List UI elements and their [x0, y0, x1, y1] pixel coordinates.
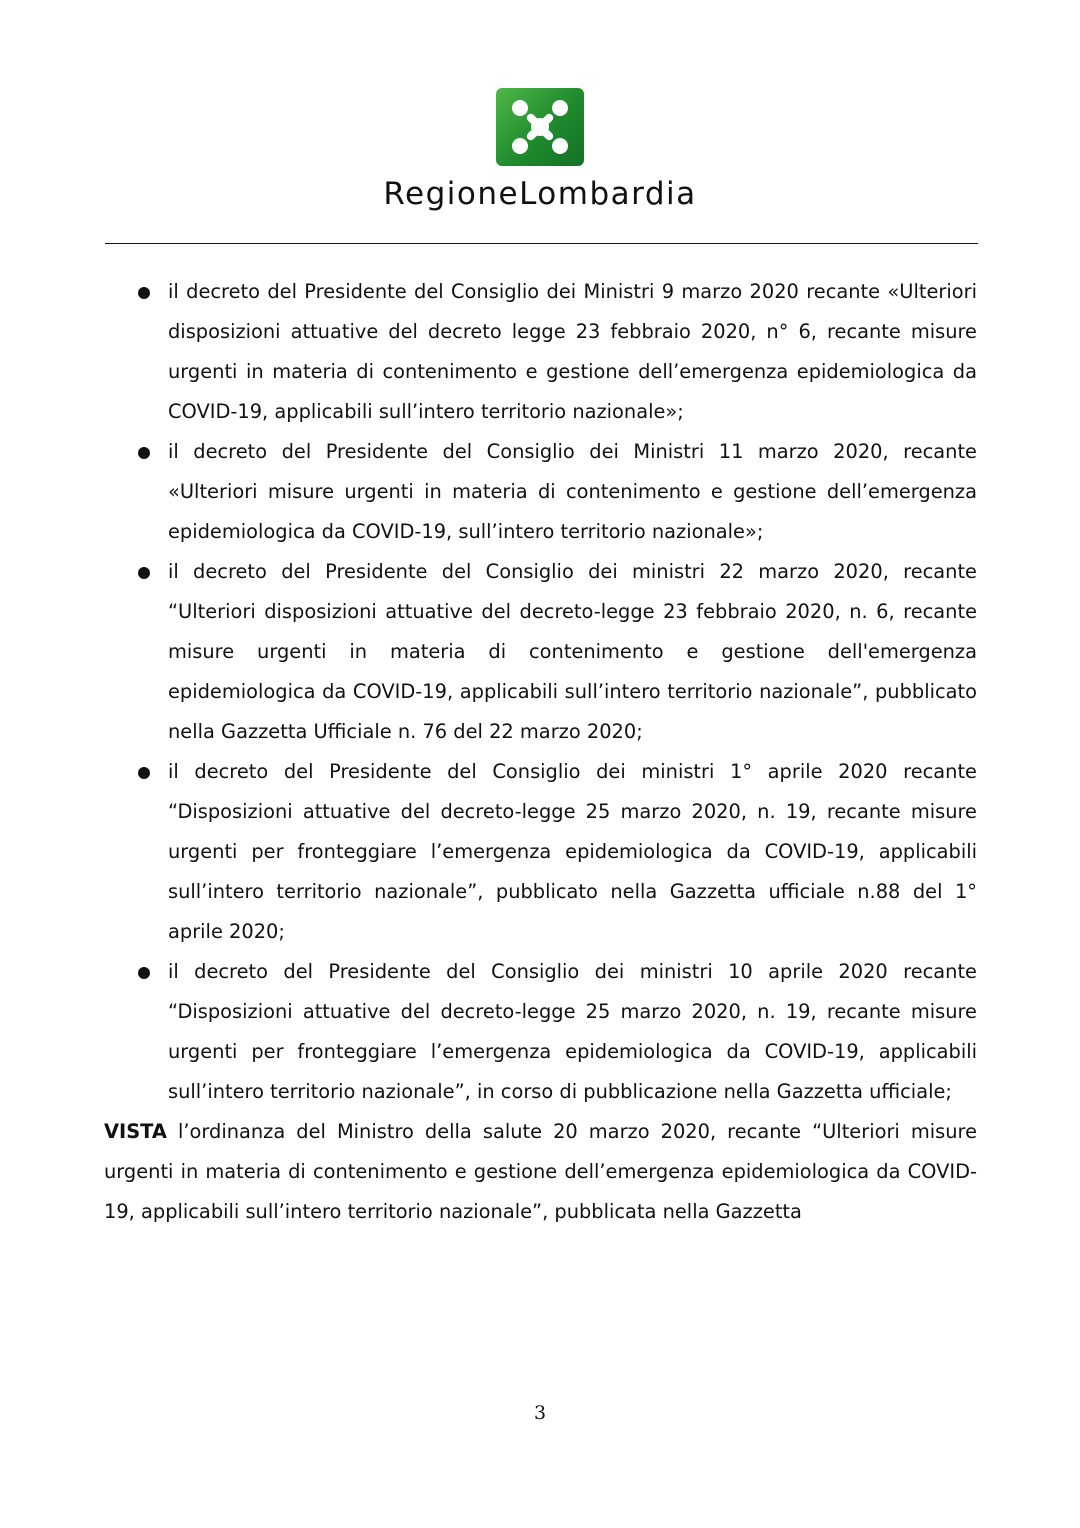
decree-list — [104, 272, 977, 1112]
bullet-icon — [138, 767, 150, 779]
bullet-icon — [138, 287, 150, 299]
list-item-text: il decreto del Presidente del Consiglio dei Ministri 11 marzo 2020, recante «Ulteriori misure urgenti in materia di contenimento e gestione dell’emergenza epidemiologica da COVID-19, sull’intero territorio nazionale»; — [168, 440, 977, 543]
regione-lombardia-logo-icon — [496, 88, 584, 166]
bullet-icon — [138, 967, 150, 979]
list-item-text: il decreto del Presidente del Consiglio dei ministri 10 aprile 2020 recante “Disposizioni attuative del decreto-legge 25 marzo 2020, n. 19, recante misure urgenti per fronteggiare l’emergenza epidemiologica da COVID-19, applicabili sull’intero territorio nazionale”, in corso di pubblicazione nella Gazzetta ufficiale; — [168, 960, 977, 1103]
rosa-camuna-icon — [496, 88, 584, 166]
document-body — [104, 272, 977, 1232]
vista-text: l’ordinanza del Ministro della salute 20 marzo 2020, recante “Ulteriori misure urgenti in materia di contenimento e gestione dell’emergenza epidemiologica da COVID-19, applicabili sull’intero territorio nazionale”, pubblicata nella Gazzetta — [104, 1120, 977, 1223]
page-number: 3 — [533, 1402, 547, 1424]
list-item — [104, 552, 977, 752]
page-header — [0, 88, 1080, 212]
list-item — [104, 752, 977, 952]
bullet-icon — [138, 447, 150, 459]
list-item — [104, 952, 977, 1112]
list-item-text: il decreto del Presidente del Consiglio dei Ministri 9 marzo 2020 recante «Ulteriori disposizioni attuative del decreto legge 23 febbraio 2020, n° 6, recante misure urgenti in materia di contenimento e gestione dell’emergenza epidemiologica da COVID-19, applicabili sull’intero territorio nazionale»; — [168, 280, 977, 423]
header-divider — [105, 243, 978, 244]
bullet-icon — [138, 567, 150, 579]
vista-keyword: VISTA — [104, 1120, 167, 1143]
list-item-text: il decreto del Presidente del Consiglio dei ministri 22 marzo 2020, recante “Ulteriori disposizioni attuative del decreto-legge 23 febbraio 2020, n. 6, recante misure urgenti in materia di contenimento e gestione dell'emergenza epidemiologica da COVID-19, applicabili sull’intero territorio nazionale”, pubblicato nella Gazzetta Ufficiale n. 76 del 22 marzo 2020; — [168, 560, 977, 743]
vista-paragraph — [104, 1112, 977, 1232]
list-item — [104, 432, 977, 552]
brand-name: RegioneLombardia — [383, 176, 697, 212]
list-item — [104, 272, 977, 432]
list-item-text: il decreto del Presidente del Consiglio dei ministri 1° aprile 2020 recante “Disposizioni attuative del decreto-legge 25 marzo 2020, n. 19, recante misure urgenti per fronteggiare l’emergenza epidemiologica da COVID-19, applicabili sull’intero territorio nazionale”, pubblicato nella Gazzetta ufficiale n.88 del 1° aprile 2020; — [168, 760, 977, 943]
